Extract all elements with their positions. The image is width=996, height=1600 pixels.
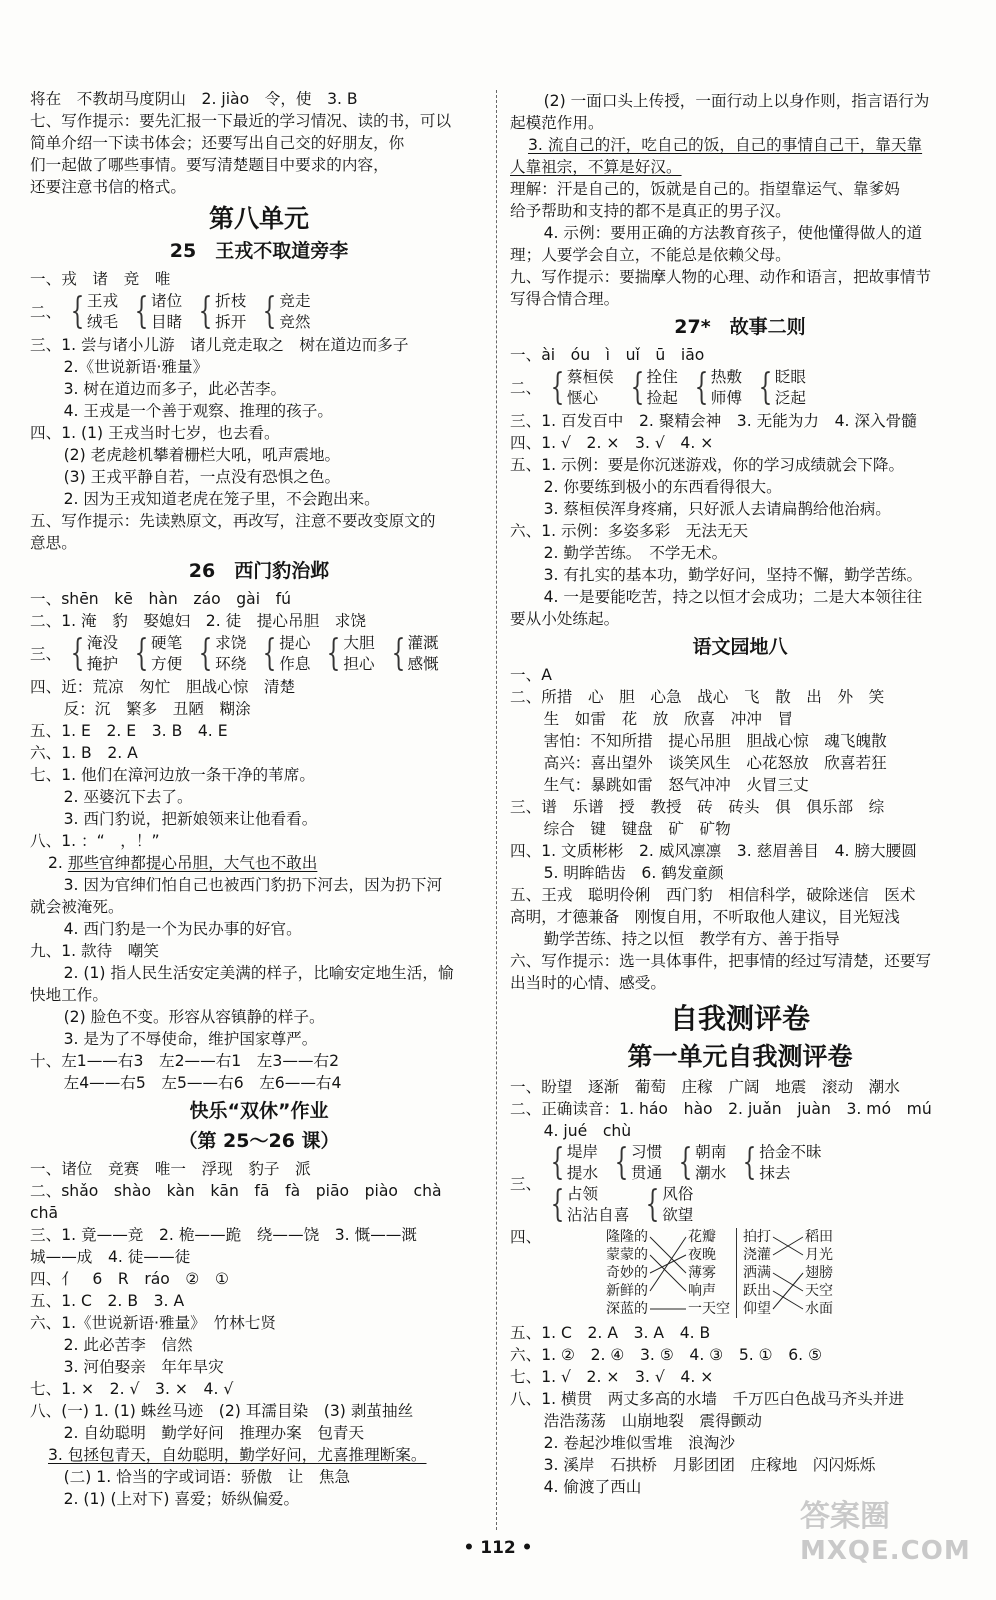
l-intro-line: 简单介绍一下读书体会；还要写出自己交的好朋友，你 [30, 134, 405, 152]
l27-rest-line: 4. 一是要能吃苦，持之以恒才会成功；二是大本领往往 [528, 588, 923, 606]
group-word: 感慨 [407, 655, 439, 673]
group-word: 掩护 [86, 655, 119, 673]
l-intro-line: 还要注意书信的格式。 [30, 178, 186, 196]
l26-pre [30, 588, 488, 632]
group-word: 淹没 [86, 634, 119, 652]
test-pre [510, 1076, 970, 1142]
group-word: 王戎 [86, 292, 119, 310]
happy-end-line: 2. (1) (上对下) 喜爱；娇纵偏爱。 [48, 1490, 300, 1508]
happy-lines-line: chā [30, 1204, 59, 1222]
match-word: 浇灌 [743, 1247, 771, 1263]
l25-rest [30, 334, 488, 554]
group-word: 堤岸 [566, 1143, 599, 1161]
test-q4-label: 四、 [510, 1228, 542, 1246]
l25-rest-line: 三、1. 尝与诸小儿游 诸儿竞走取之 树在道边而多子 [30, 336, 409, 354]
match-left-a [606, 1228, 648, 1318]
garden8-title: 语文园地八 [692, 636, 788, 658]
garden-lines-line: 高兴：喜出望外 谈笑风生 心花怒放 欣喜若狂 [528, 754, 887, 772]
happy-lines-line: 六、1.《世说新语·雅量》 竹林七贤 [30, 1314, 276, 1332]
test-post-line: 2. 卷起沙堆似雪堆 浪淘沙 [528, 1434, 735, 1452]
group-word: 习惯 [631, 1143, 663, 1161]
l26-post-line: 反：沉 繁多 丑陋 糊涂 [48, 700, 251, 718]
l26-post [30, 676, 488, 852]
garden-lines-line: 五、王戎 聪明伶俐 西门豹 相信科学，破除迷信 医术 [510, 886, 916, 904]
happy-lines-line: 一、诸位 竞赛 唯一 浮现 豹子 派 [30, 1160, 311, 1178]
test-post-line: 浩浩荡荡 山崩地裂 震得颤动 [528, 1412, 762, 1430]
word-group [322, 633, 374, 675]
test-q3-wrap [546, 1142, 834, 1226]
l26-post-line: 七、1. 他们在漳河边放一条干净的苇席。 [30, 766, 315, 784]
l26-post-line: 3. 西门豹说，把新娘领来让他看看。 [48, 810, 318, 828]
l26-underlined-text: 那些官绅都提心吊胆，大气也不敢出 [67, 854, 318, 872]
group-word: 抹去 [759, 1164, 791, 1182]
match-left-b [688, 1228, 730, 1318]
happy-lines-line: 二、shǎo shào kàn kān fā fà piāo piào chà [30, 1182, 442, 1200]
group-word: 拴住 [646, 368, 678, 386]
group-word: 贯通 [631, 1164, 663, 1182]
happy-lines-line: 八、(一) 1. (1) 蛛丝马迹 (2) 耳濡目染 (3) 剥茧抽丝 [30, 1402, 414, 1420]
garden-lines-line: 出当时的心情、感受。 [510, 974, 666, 992]
happy-lines-line: 七、1. × 2. √ 3. × 4. √ [30, 1380, 234, 1398]
l26-post2-line: 快地工作。 [30, 986, 108, 1004]
match-word: 洒满 [743, 1265, 771, 1281]
l27-rest-line: 三、1. 百发百中 2. 聚精会神 3. 无能为力 4. 深入骨髓 [510, 412, 917, 430]
happy-underlined-line [30, 1444, 488, 1466]
l27-rest-line: 2. 勤学苦练。 不学无术。 [528, 544, 728, 562]
l27-rest-line: 五、1. 示例：要是你沉迷游戏，你的学习成绩就会下降。 [510, 456, 905, 474]
group-word: 捡起 [646, 389, 678, 407]
brace-mark: { [694, 367, 709, 408]
match-right-b [805, 1228, 833, 1318]
l27-rest-line: 六、1. 示例：多姿多彩 无法无天 [510, 522, 749, 540]
happy-lines-line: 五、1. C 2. B 3. A [30, 1292, 185, 1310]
l25-q2 [30, 290, 488, 334]
l26-post-line: 六、1. B 2. A [30, 744, 138, 762]
happy-end-line: (二) 1. 恰当的字或词语：骄傲 让 焦急 [48, 1468, 351, 1486]
group-word: 目睹 [151, 313, 183, 331]
match-word: 月光 [805, 1247, 833, 1263]
matching-diagram [606, 1228, 833, 1318]
test-post-line: 六、1. ② 2. ④ 3. ⑤ 4. ③ 5. ① 6. ⑤ [510, 1346, 823, 1364]
l27-rest-line: 3. 有扎实的基本功，勤学好问，坚持不懈，勤学苦练。 [528, 566, 923, 584]
l26-q3-label: 三、 [30, 645, 62, 663]
l26-post-line: 五、1. E 2. E 3. B 4. E [30, 722, 228, 740]
word-group [66, 291, 118, 333]
match-word: 响声 [688, 1283, 716, 1299]
brace-mark: { [678, 1142, 693, 1183]
match-lines-right [771, 1228, 805, 1318]
l26-underlined-line: 2. 那些官绅都提心吊胆，大气也不敢出 [48, 854, 318, 872]
word-group [626, 367, 678, 409]
match-word: 天空 [805, 1283, 833, 1299]
match-lines-left [648, 1228, 688, 1318]
test-q3 [510, 1142, 970, 1226]
word-group [690, 367, 742, 409]
lesson26-title: 26 西门豹治邺 [188, 560, 330, 582]
match-word: 蒙蒙的 [606, 1247, 648, 1263]
l25-q2-label: 二、 [30, 303, 62, 321]
brace-mark: { [550, 1142, 565, 1183]
garden-lines-line: 生气：暴跳如雷 怒气冲冲 火冒三丈 [528, 776, 809, 794]
brace-mark: { [550, 1184, 565, 1225]
l26-q3 [30, 632, 488, 676]
watermark-line1: 答案圈 [800, 1499, 890, 1534]
l26-post2-line: 九、1. 款待 嘲笑 [30, 942, 159, 960]
word-group [546, 1184, 629, 1226]
brace-mark: { [198, 633, 213, 674]
l27-q2-label: 二、 [510, 379, 542, 397]
happy-weekend-subtitle: （第 25～26 课） [178, 1130, 340, 1152]
group-word: 竞然 [279, 313, 311, 331]
l26-pre-line: 一、shēn kē hàn záo gài fú [30, 590, 292, 608]
brace-mark: { [70, 633, 85, 674]
r-top2-line: 理；人要学会自立，不能总是依赖父母。 [510, 246, 791, 264]
r-u3-text2: 人靠祖宗，不算是好汉。 [510, 158, 682, 176]
test-q3-groups2 [546, 1184, 834, 1226]
l26-post2-line: 3. 是为了不辱使命，维护国家尊严。 [48, 1030, 318, 1048]
match-word: 稻田 [805, 1229, 833, 1245]
match-divider [736, 1228, 737, 1318]
word-group [194, 633, 246, 675]
test-pre-line: 一、盼望 逐渐 葡萄 庄稼 广阔 地震 滚动 潮水 [510, 1078, 900, 1096]
garden-lines-line: 5. 明眸皓齿 6. 鹤发童颜 [528, 864, 724, 882]
group-word: 绒毛 [86, 313, 119, 331]
watermark-logo [800, 1500, 971, 1568]
l26-post2-line: 3. 因为官绅们怕自己也被西门豹扔下河去，因为扔下河 [48, 876, 443, 894]
group-word: 作息 [279, 655, 311, 673]
unit8-title: 第八单元 [208, 204, 309, 233]
match-word: 奇妙的 [606, 1265, 648, 1281]
l25-q2-groups [66, 291, 322, 333]
match-word: 仰望 [743, 1301, 771, 1317]
word-group [194, 291, 246, 333]
group-word: 求饶 [215, 634, 247, 652]
word-group [66, 633, 118, 675]
happy-end [30, 1466, 488, 1510]
l26-post2-line: (2) 脸色不变。形容从容镇静的样子。 [48, 1008, 325, 1026]
l25-rest-line: 2. 因为王戎知道老虎在笼子里，不会跑出来。 [48, 490, 380, 508]
group-word: 潮水 [695, 1164, 727, 1182]
l26-post2-line: 左4——右5 左5——右6 左6——右4 [48, 1074, 342, 1092]
r-u3-line2 [510, 156, 970, 178]
test-post-line: 五、1. C 2. A 3. A 4. B [510, 1324, 711, 1342]
l27-rest-line: 要从小处练起。 [510, 610, 620, 628]
r-top2-line: 写得合情合理。 [510, 290, 620, 308]
l26-pre-line: 二、1. 淹 豹 娶媳妇 2. 徒 提心吊胆 求饶 [30, 612, 366, 630]
brace-mark: { [327, 633, 341, 674]
l-intro-line: 七、写作提示：要先汇报一下最近的学习情况、读的书，可以 [30, 112, 452, 130]
right-column [510, 90, 970, 1498]
left-column [30, 88, 488, 1510]
match-word: 拍打 [743, 1229, 771, 1245]
word-group [674, 1142, 726, 1184]
group-word: 担心 [343, 655, 375, 673]
group-word: 热敷 [710, 368, 742, 386]
group-word: 占领 [566, 1185, 599, 1203]
test-post-line: 八、1. 横贯 两丈多高的水墙 千万匹白色战马齐头并进 [510, 1390, 905, 1408]
garden-lines-line: 一、A [510, 666, 552, 684]
l25-rest-line: 四、1. (1) 王戎当时七岁，也去看。 [30, 424, 280, 442]
l25-q1: 一、戎 诸 竞 唯 [30, 270, 171, 288]
word-group [546, 367, 614, 409]
l25-rest-line: 意思。 [30, 534, 77, 552]
group-word: 惬心 [566, 389, 599, 407]
l27-q2 [510, 366, 970, 410]
brace-mark: { [262, 291, 277, 332]
match-word: 一天空 [688, 1301, 730, 1317]
column-divider [496, 90, 497, 1530]
l27-q2-groups [546, 367, 818, 409]
group-word: 泛起 [774, 389, 807, 407]
l25-rest-line: (3) 王戎平静自若，一点没有恐惧之色。 [48, 468, 341, 486]
r-top2-line: 九、写作提示：要揣摩人物的心理、动作和语言，把故事情节 [510, 268, 932, 286]
brace-mark: { [742, 1142, 757, 1183]
right-top2 [510, 178, 970, 310]
group-word: 眨眼 [774, 368, 807, 386]
brace-mark: { [614, 1142, 629, 1183]
word-group [258, 291, 310, 333]
r-top2-line: 4. 示例：要用正确的方法教育孩子，使他懂得做人的道 [528, 224, 923, 242]
match-word: 花瓣 [688, 1229, 716, 1245]
word-group [387, 633, 439, 675]
test-post-line: 4. 偷渡了西山 [528, 1478, 642, 1496]
l27-rest-line: 2. 你要练到极小的东西看得很大。 [528, 478, 782, 496]
happy-lines-line: 三、1. 竟——竞 2. 桅——跪 绕——饶 3. 慨——溉 [30, 1226, 417, 1244]
brace-mark: { [134, 633, 149, 674]
brace-mark: { [391, 633, 405, 674]
l-intro-line: 们一起做了哪些事情。要写清楚题目中要求的内容， [30, 156, 389, 174]
garden-lines-line: 害怕：不知所措 提心吊胆 胆战心惊 魂飞魄散 [528, 732, 887, 750]
l25-rest-line: 五、写作提示：先读熟原文，再改写，注意不要改变原文的 [30, 512, 436, 530]
l26-post-line: 2. 巫婆沉下去了。 [48, 788, 193, 806]
r-top2-line: 给予帮助和支持的都不是真正的男子汉。 [510, 202, 791, 220]
happy-lines-line: 2. 此必苦李 信然 [48, 1336, 193, 1354]
word-group [754, 367, 806, 409]
intro-answers [30, 88, 488, 198]
test-post-line: 七、1. √ 2. × 3. √ 4. × [510, 1368, 714, 1386]
l-intro-line: 将在 不教胡马度阴山 2. jiào 令，使 3. B [30, 90, 358, 108]
self-test-title: 自我测评卷 [669, 1002, 810, 1035]
happy-lines-line: 3. 河伯娶亲 年年旱灾 [48, 1358, 224, 1376]
garden-lines-line: 四、1. 文质彬彬 2. 威风凛凛 3. 慈眉善目 4. 膀大腰圆 [510, 842, 917, 860]
group-word: 大胆 [343, 634, 375, 652]
l27-q1: 一、ài óu ì uǐ ū iāo [510, 346, 705, 364]
r-top-line: (2) 一面口头上传授，一面行动上以身作则，指言语行为 [528, 92, 930, 110]
l27-rest [510, 410, 970, 630]
group-word: 沾沾自喜 [566, 1206, 630, 1224]
l26-post-line: 四、近：荒凉 匆忙 胆战心惊 清楚 [30, 678, 296, 696]
r-u3-line1 [510, 134, 970, 156]
match-word: 翅膀 [805, 1265, 833, 1281]
match-word: 薄雾 [688, 1265, 716, 1281]
garden-lines [510, 664, 970, 994]
l26-post2 [30, 874, 488, 1094]
l27-rest-line: 3. 蔡桓侯浑身疼痛，只好派人去请扁鹊给他治病。 [528, 500, 891, 518]
l25-rest-line: (2) 老虎趁机攀着栅栏大吼，吼声震地。 [48, 446, 341, 464]
group-word: 朝南 [695, 1143, 727, 1161]
word-group [130, 291, 182, 333]
word-group [738, 1142, 821, 1184]
l25-rest-line: 2.《世说新语·雅量》 [48, 358, 209, 376]
test-q3-label: 三、 [510, 1175, 542, 1193]
r-u3-text1: 3. 流自己的汗，吃自己的饭，自己的事情自己干，靠天靠 [528, 136, 923, 154]
group-word: 灌溉 [407, 634, 439, 652]
brace-mark: { [70, 291, 85, 332]
brace-mark: { [550, 367, 565, 408]
happy-lines [30, 1158, 488, 1444]
lesson27-title: 27* 故事二则 [674, 316, 806, 338]
l25-rest-line: 3. 树在道边而多子，此必苦李。 [48, 380, 287, 398]
watermark-line2: MXQE.COM [800, 1536, 971, 1566]
word-group [641, 1184, 693, 1226]
test-post-line: 3. 溪岸 石拱桥 月影团团 庄稼地 闪闪烁烁 [528, 1456, 876, 1474]
group-word: 诸位 [151, 292, 183, 310]
l26-post2-line: 就会被淹死。 [30, 898, 124, 916]
match-word: 深蓝的 [606, 1301, 648, 1317]
test-pre-line: 二、正确读音：1. háo hào 2. juǎn juàn 3. mó mú [510, 1100, 932, 1118]
match-word: 夜晚 [688, 1247, 716, 1263]
page-number: • 112 • [463, 1538, 533, 1558]
group-word: 竞走 [279, 292, 311, 310]
r-top-line: 起模范作用。 [510, 114, 604, 132]
garden-lines-line: 六、写作提示：选一具体事件，把事情的经过写清楚，还要写 [510, 952, 932, 970]
group-word: 拆开 [215, 313, 247, 331]
garden-lines-line: 综合 键 键盘 矿 矿物 [528, 820, 731, 838]
brace-mark: { [758, 367, 773, 408]
garden-lines-line: 二、所措 心 胆 心急 战心 飞 散 出 外 笑 [510, 688, 885, 706]
brace-mark: { [630, 367, 645, 408]
l27-rest-line: 四、1. √ 2. × 3. √ 4. × [510, 434, 714, 452]
happy-weekend-title: 快乐“双休”作业 [189, 1100, 329, 1122]
garden-lines-line: 勤学苦练、持之以恒 教学有方、善于指导 [528, 930, 840, 948]
group-word: 欲望 [662, 1206, 694, 1224]
group-word: 环绕 [215, 655, 247, 673]
group-word: 拾金不昧 [759, 1143, 822, 1161]
l26-post2-line: 十、左1——右3 左2——右1 左3——右2 [30, 1052, 340, 1070]
l25-rest-line: 4. 王戎是一个善于观察、推理的孩子。 [48, 402, 333, 420]
brace-mark: { [134, 291, 149, 332]
unit1-test-title: 第一单元自我测评卷 [627, 1042, 853, 1071]
l26-q3-groups [66, 633, 451, 675]
right-top [510, 90, 970, 134]
happy-lines-line: 城——成 4. 徒——徒 [30, 1248, 191, 1266]
group-word: 风俗 [662, 1185, 694, 1203]
garden-lines-line: 高明，才德兼备 刚愎自用，不听取他人建议，目光短浅 [510, 908, 900, 926]
garden-lines-line: 生 如雷 花 放 欣喜 冲冲 冒 [528, 710, 794, 728]
brace-mark: { [198, 291, 213, 332]
match-right-a [743, 1228, 771, 1318]
group-word: 折枝 [215, 292, 247, 310]
happy-lines-line: 2. 自幼聪明 勤学好问 推理办案 包青天 [48, 1424, 365, 1442]
test-q3-groups [546, 1142, 834, 1184]
test-q4 [510, 1226, 970, 1322]
brace-mark: { [645, 1184, 660, 1225]
brace-mark: { [262, 633, 277, 674]
l26-post2-line: 2. (1) 指人民生活安定美满的样子，比喻安定地生活，愉 [48, 964, 454, 982]
match-word: 水面 [805, 1301, 833, 1317]
lesson25-title: 25 王戎不取道旁李 [169, 240, 349, 262]
word-group [258, 633, 310, 675]
garden-lines-line: 三、谱 乐谱 授 教授 砖 砖头 俱 俱乐部 综 [510, 798, 885, 816]
group-word: 硬笔 [151, 634, 183, 652]
test-post [510, 1322, 970, 1498]
happy-lines-line: 四、亻 6 R ráo ② ① [30, 1270, 229, 1288]
group-word: 提水 [566, 1164, 599, 1182]
match-word: 跃出 [743, 1283, 771, 1299]
group-word: 方便 [151, 655, 183, 673]
word-group [546, 1142, 598, 1184]
test-pre-line: 4. jué chù [528, 1122, 632, 1140]
group-word: 师傅 [710, 389, 742, 407]
match-word: 新鲜的 [606, 1283, 648, 1299]
l26-post-line: 八、1. ：“ ，！” [30, 832, 160, 850]
word-group [130, 633, 182, 675]
match-word: 隆隆的 [606, 1229, 648, 1245]
r-top2-line: 理解：汗是自己的，饭就是自己的。指望靠运气、靠爹妈 [510, 180, 900, 198]
l26-post2-line: 4. 西门豹是一个为民办事的好官。 [48, 920, 302, 938]
group-word: 提心 [279, 634, 311, 652]
happy-underlined-text: 3. 包拯包青天，自幼聪明，勤学好问，尤喜推理断案。 [48, 1446, 427, 1464]
group-word: 蔡桓侯 [566, 368, 614, 386]
word-group [610, 1142, 662, 1184]
